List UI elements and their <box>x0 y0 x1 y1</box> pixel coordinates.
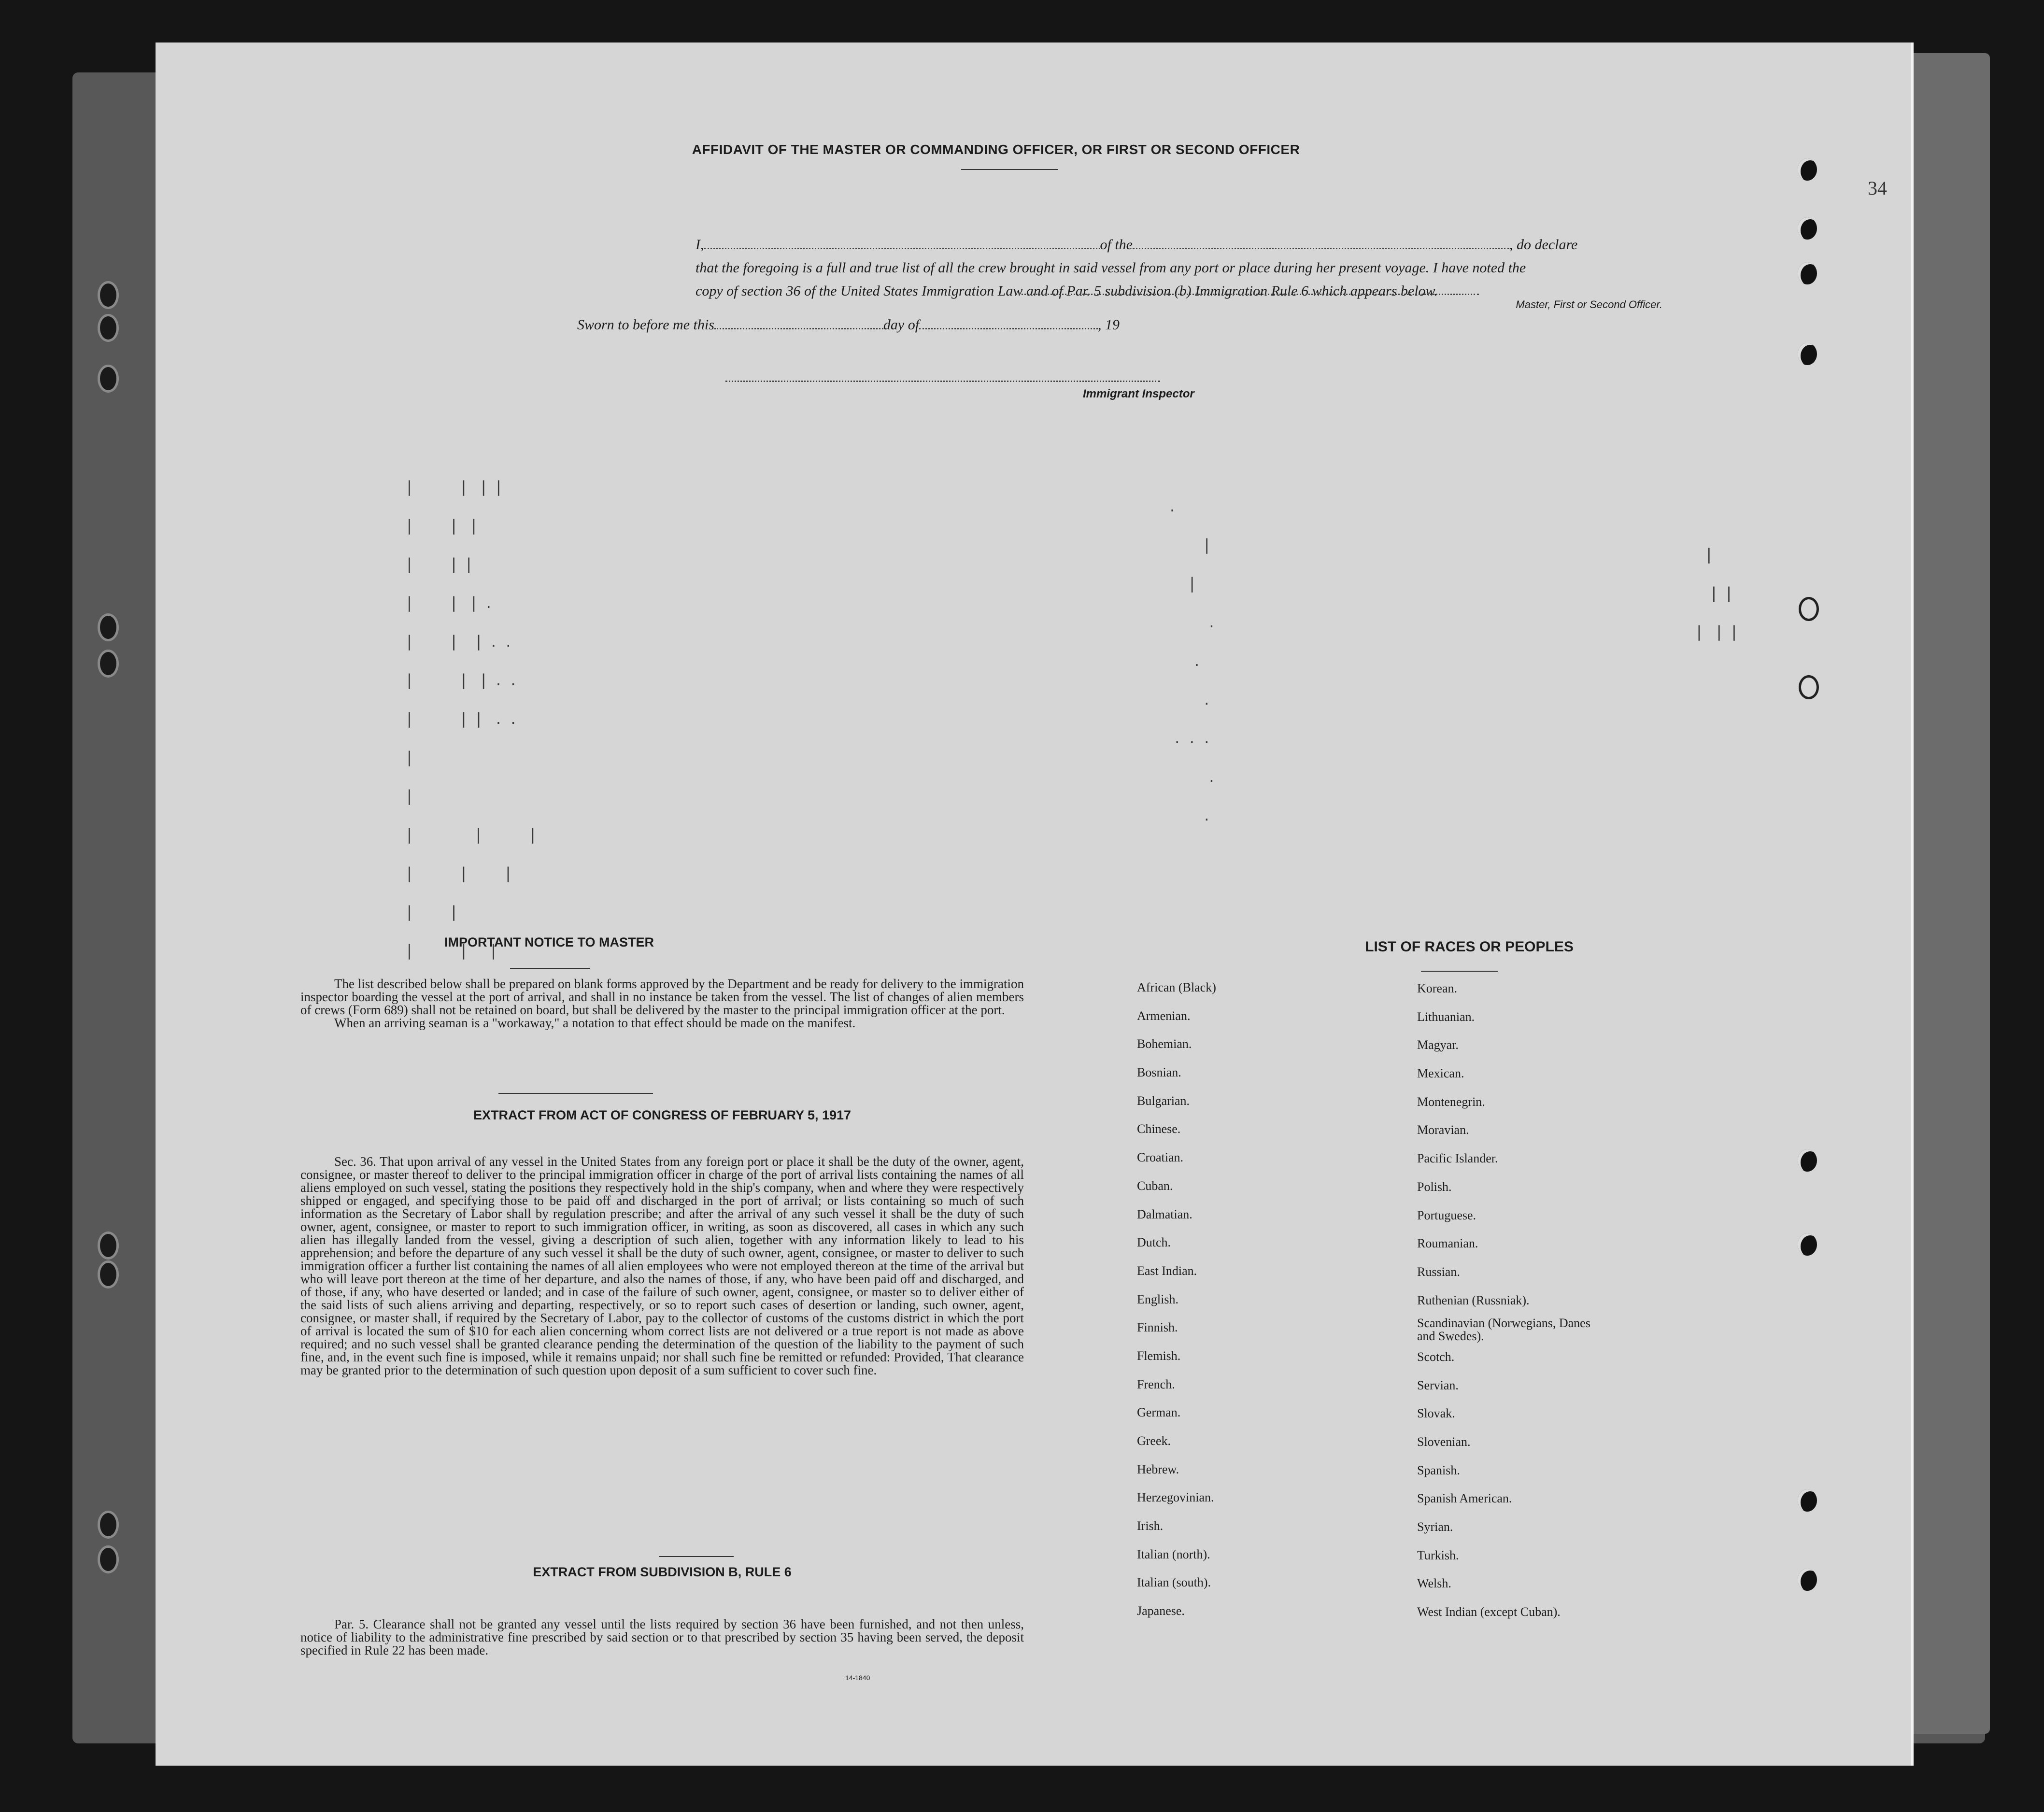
race-item: Bosnian. <box>1137 1065 1181 1080</box>
form-number: 14-1840 <box>845 1674 870 1682</box>
race-item: Greek. <box>1137 1434 1171 1448</box>
notice-paragraph: When an arriving seaman is a "workaway," a notation to that effect should be made on the manifest. <box>334 1016 856 1030</box>
race-item: English. <box>1137 1292 1178 1306</box>
race-item: Irish. <box>1137 1519 1164 1533</box>
extract-act-body <box>300 1155 1024 1377</box>
binder-rivet-icon <box>98 365 119 393</box>
extract-rule-paragraph: Par. 5. Clearance shall not be granted any vessel until the lists required by section 36 have been furnished, and not then unless, notice of liability to the administrative fine prescribed by said section or to that prescribed by section 35 having been served, the deposit specified in Rule 22 has been made. <box>300 1617 1024 1657</box>
binder-rivet-icon <box>98 650 119 678</box>
race-item: African (Black) <box>1137 980 1216 994</box>
punch-hole-icon <box>1799 675 1819 699</box>
race-item: Slovak. <box>1417 1406 1455 1421</box>
race-item: Moravian. <box>1417 1123 1469 1137</box>
race-item: Ruthenian (Russniak). <box>1417 1293 1530 1307</box>
race-item: Turkish. <box>1417 1548 1459 1562</box>
master-signature-line <box>1015 294 1479 295</box>
binder-rivet-icon <box>98 1232 119 1260</box>
race-item: Hebrew. <box>1137 1462 1179 1476</box>
races-right-column <box>1417 975 1755 1627</box>
race-item: Welsh. <box>1417 1576 1451 1591</box>
bleed-through-marks: | | | | | | <box>1696 545 1737 641</box>
race-item: Scandinavian (Norwegians, Danes and Swedes). <box>1417 1316 1590 1344</box>
race-item: Armenian. <box>1137 1008 1191 1023</box>
race-item: Spanish American. <box>1417 1491 1512 1506</box>
binder-rivet-icon <box>98 613 119 641</box>
affidavit-title: AFFIDAVIT OF THE MASTER OR COMMANDING OFFICER, OR FIRST OR SECOND OFFICER <box>692 142 1300 157</box>
bleed-through-marks: | | | | | | | | | | | | | . | | | . . | | | . . | | | . . | | | | | | | | | | | | | <box>407 478 536 960</box>
race-item: Croatian. <box>1137 1150 1184 1165</box>
punch-hole-icon <box>1798 262 1817 284</box>
race-item: Japanese. <box>1137 1604 1185 1618</box>
punch-hole-icon <box>1798 343 1817 365</box>
races-rule <box>1421 971 1498 972</box>
race-item: German. <box>1137 1405 1181 1420</box>
race-item: Chinese. <box>1137 1122 1181 1136</box>
notice-title: IMPORTANT NOTICE TO MASTER <box>444 935 654 949</box>
affidavit-line-2: that the foregoing is a full and true list of all the crew brought in said vessel from any port or place during her present voyage. I have noted the <box>696 260 1526 276</box>
race-item: Finnish. <box>1137 1320 1178 1335</box>
punch-hole-icon <box>1799 597 1819 621</box>
binder-rivet-icon <box>98 281 119 309</box>
binder-rivet-icon <box>98 1260 119 1288</box>
race-item: Slovenian. <box>1417 1435 1471 1449</box>
race-item: Cuban. <box>1137 1178 1173 1193</box>
race-item: Roumanian. <box>1417 1236 1478 1251</box>
affidavit-line-3: copy of section 36 of the United States Immigration Law and of Par. 5 subdivision (b) Immigration Rule 6 which appears below. <box>696 283 1438 299</box>
race-item: Russian. <box>1417 1264 1460 1279</box>
race-item: East Indian. <box>1137 1263 1197 1278</box>
race-item: Korean. <box>1417 981 1458 995</box>
punch-hole-icon <box>1798 217 1817 240</box>
race-item: Flemish. <box>1137 1348 1181 1363</box>
race-item: Italian (north). <box>1137 1547 1210 1561</box>
punch-hole-icon <box>1798 1149 1817 1172</box>
race-item: Herzegovinian. <box>1137 1490 1214 1505</box>
inspector-label: Immigrant Inspector <box>1083 387 1194 400</box>
race-item: Mexican. <box>1417 1066 1464 1081</box>
punch-hole-icon <box>1798 158 1817 181</box>
punch-hole-icon <box>1798 1569 1817 1591</box>
binder-rivet-icon <box>98 314 119 342</box>
race-item: Syrian. <box>1417 1520 1453 1534</box>
race-item: Italian (south). <box>1137 1575 1211 1590</box>
extract-act-title: EXTRACT FROM ACT OF CONGRESS OF FEBRUARY 5, 1917 <box>473 1108 852 1122</box>
master-signature-label: Master, First or Second Officer. <box>1516 298 1662 311</box>
race-item: Scotch. <box>1417 1349 1455 1364</box>
punch-hole-icon <box>1798 1489 1817 1512</box>
section-rule <box>659 1556 734 1557</box>
manifest-sheet <box>156 42 1914 1766</box>
bleed-through-marks: . | | . . . . . . . . <box>1170 497 1214 824</box>
extract-rule-body <box>300 1618 1024 1657</box>
race-item: Bulgarian. <box>1137 1093 1190 1108</box>
extract-act-paragraph: Sec. 36. That upon arrival of any vessel in the United States from any foreign port or place it shall be the duty of the owner, agent, consignee, or master thereof to deliver to the principal immigration officer in charge of the port of arrival lists containing the names of all aliens employed on such vessel, stating the positions they respectively hold in the ship's company, when and where they were respectively shipped or engaged, and specifying those to be paid off and discharged in the port of arrival; or lists containing so much of such information as the Secretary of Labor shall by regulation prescribe; and after the arrival of any such vessel it shall be the duty of such owner, agent, consignee, or master to report to such immigration officer, in writing, as soon as discovered, all cases in which any such alien has illegally landed from the vessel, giving a description of such alien, together with any information likely to lead to his apprehension; and before the departure of any such vessel it shall be the duty of such owner, agent, consignee, or master to deliver to such immigration officer a further list containing the names of all alien employees who were not employed thereon at the time of the arrival but who will leave port thereon at the time of her departure, and also the names of those, if any, who have been paid off and discharged, and of those, if any, who have deserted or landed; and in case of the failure of such owner, agent, consignee, or master so to deliver either of the said lists of such aliens arriving and departing, respectively, or so to report such cases of desertion or landing, such owner, agent, consignee, or master shall, if required by the Secretary of Labor, pay to the collector of customs of the customs district in which the port of arrival is located the sum of $10 for each alien concerning whom correct lists are not delivered or a true report is not made as above required; and no such vessel shall be granted clearance pending the determination of the question of the liability to the payment of such fine, and, in the event such fine is imposed, while it remains unpaid; nor shall such fine be remitted or refunded: Provided, That clearance may be granted prior to the determination of such question upon deposit of a sum sufficient to cover such fine. <box>300 1154 1024 1377</box>
binder-rivet-icon <box>98 1511 119 1539</box>
race-item: Servian. <box>1417 1378 1459 1392</box>
notice-paragraph: The list described below shall be prepared on blank forms approved by the Department and be ready for delivery to the immigration inspector boarding the vessel at the port of arrival, and shall in no instance be taken from the vessel. The list of changes of alien members of crews (Form 689) shall not be retained on board, but shall be delivered by the master to the principal immigration officer at the port. <box>300 977 1024 1017</box>
punch-hole-icon <box>1798 1233 1817 1256</box>
races-title: LIST OF RACES OR PEOPLES <box>1365 939 1574 955</box>
section-rule <box>498 1093 653 1094</box>
race-item: Magyar. <box>1417 1038 1459 1052</box>
race-item: Portuguese. <box>1417 1208 1476 1222</box>
race-item: West Indian (except Cuban). <box>1417 1605 1561 1619</box>
race-item: Lithuanian. <box>1417 1009 1475 1024</box>
races-left-column <box>1137 974 1436 1626</box>
race-item: Dutch. <box>1137 1235 1171 1250</box>
race-item: Polish. <box>1417 1179 1452 1194</box>
title-rule <box>961 169 1058 170</box>
race-item: Montenegrin. <box>1417 1094 1485 1109</box>
race-item: Pacific Islander. <box>1417 1151 1498 1166</box>
extract-rule-title: EXTRACT FROM SUBDIVISION B, RULE 6 <box>533 1565 792 1579</box>
sworn-line: Sworn to before me this day of , 19 <box>577 317 1120 333</box>
affidavit-text <box>696 233 1635 303</box>
binder-rivet-icon <box>98 1545 119 1573</box>
affidavit-line-1: I, of the , do declare <box>696 237 1578 253</box>
race-item: Bohemian. <box>1137 1037 1192 1051</box>
notice-body <box>300 977 1024 1030</box>
margin-mark: 34 <box>1868 177 1887 199</box>
notice-rule <box>510 968 590 969</box>
race-item: Dalmatian. <box>1137 1207 1192 1221</box>
race-item: Spanish. <box>1417 1463 1460 1477</box>
race-item: French. <box>1137 1377 1175 1391</box>
inspector-signature-line <box>725 381 1160 382</box>
